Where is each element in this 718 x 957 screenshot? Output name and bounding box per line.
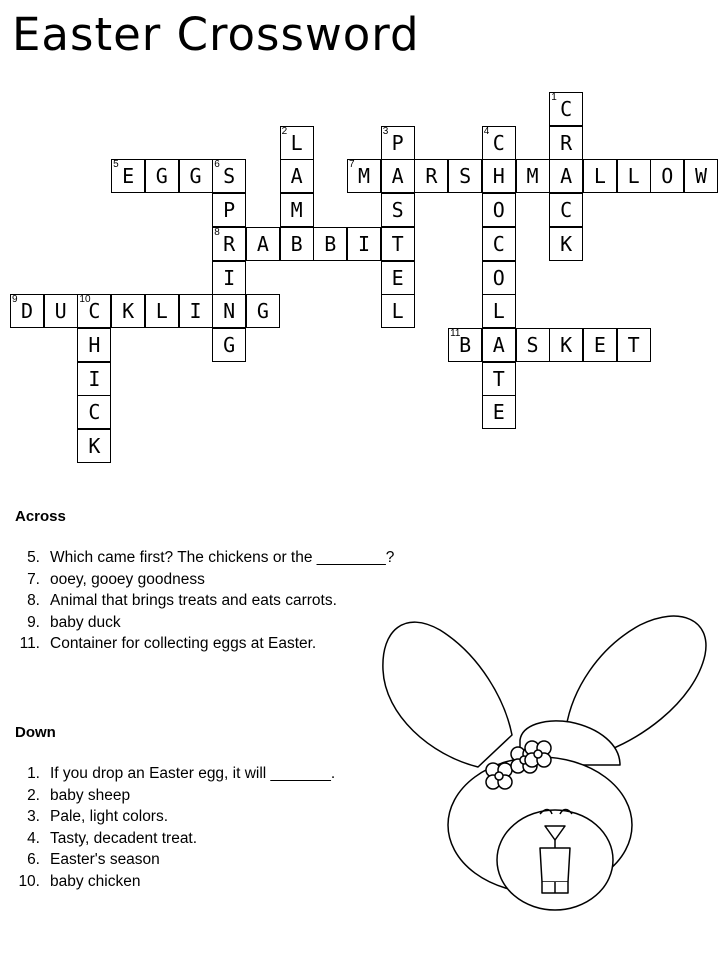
clue-item-text: baby duck (50, 613, 121, 631)
cell-letter: G (155, 164, 168, 189)
cell-letter: L (627, 164, 640, 189)
bunny-flower-left (486, 763, 512, 789)
cell-letter: S (391, 198, 404, 223)
cell-letter: E (492, 400, 505, 425)
page-title: Easter Crossword (12, 8, 420, 61)
cell-letter: A (560, 164, 573, 189)
cell-letter: D (20, 299, 34, 324)
clue-item-number: 10. (18, 872, 40, 890)
bunny-flower-right (525, 741, 551, 767)
bunny-teeth (542, 882, 568, 893)
clue-item-text: baby sheep (50, 786, 131, 804)
cell-letter: B (324, 231, 337, 256)
cell-letter: R (560, 130, 573, 155)
cell-letter: O (492, 265, 505, 290)
cell-letter: E (122, 164, 135, 189)
clue-item-text: Animal that brings treats and eats carrots. (50, 592, 337, 609)
clue-number: 8 (214, 226, 220, 238)
cell-letter: T (627, 332, 640, 357)
clue-item-text: baby chicken (50, 872, 141, 890)
clue-item-number: 3. (27, 808, 40, 825)
across-heading: Across (15, 508, 66, 525)
clue-item-number: 2. (27, 786, 40, 804)
clue-item-number: 8. (27, 592, 40, 609)
cell-letter: A (256, 231, 269, 256)
cell-letter: T (391, 231, 404, 256)
cell-letter: S (223, 164, 236, 189)
cell-letter: K (88, 434, 101, 458)
clue-number: 1 (551, 92, 557, 103)
cell-letter: G (189, 164, 202, 189)
clue-item-number: 5. (27, 549, 40, 566)
clue-number: 6 (214, 159, 220, 171)
bunny-left-ear (383, 622, 512, 767)
cell-letter: S (459, 164, 472, 189)
cell-letter: C (88, 400, 101, 425)
cell-letter: O (661, 164, 674, 189)
cell-letter: K (560, 231, 573, 256)
clue-item-text: Easter's season (50, 851, 160, 868)
clue-number: 10 (79, 294, 91, 306)
clue-number: 5 (113, 159, 119, 171)
cell-letter: I (88, 366, 101, 391)
cell-letter: A (492, 332, 505, 357)
clue-number: 9 (12, 294, 18, 306)
cell-letter: E (593, 332, 606, 357)
cell-letter: L (492, 299, 505, 324)
cell-letter: C (492, 231, 505, 256)
clue-number: 3 (382, 125, 389, 137)
clue-number: 4 (483, 125, 490, 137)
cell-letter: R (425, 164, 438, 189)
cell-letter: O (492, 198, 505, 223)
cell-letter: M (290, 198, 303, 223)
cell-letter: M (357, 164, 371, 189)
cell-letter: G (223, 332, 236, 357)
clue-item-text: Which came first? The chickens or the ________? (50, 549, 395, 566)
cell-letter: P (391, 130, 404, 155)
cell-letter: E (391, 265, 404, 290)
cell-letter: H (492, 164, 505, 189)
cell-letter: G (256, 299, 269, 324)
cell-letter: U (54, 299, 67, 324)
cell-letter: I (223, 265, 236, 290)
cell-letter: C (492, 130, 505, 155)
cell-letter: S (526, 332, 539, 357)
clue-item-text: Container for collecting eggs at Easter. (50, 635, 317, 652)
clue-item-number: 11. (19, 635, 40, 652)
cell-letter: N (223, 299, 236, 324)
cell-letter: K (560, 332, 573, 357)
clue-item-number: 4. (27, 829, 40, 847)
cell-letter: A (290, 164, 303, 189)
cell-letter: H (88, 332, 101, 357)
cell-letter: R (223, 231, 236, 256)
cell-letter: L (290, 130, 303, 155)
cell-letter: K (122, 299, 135, 324)
cell-letter: P (223, 198, 236, 223)
clue-item-text: Tasty, decadent treat. (50, 829, 198, 847)
cell-letter: M (526, 164, 539, 189)
cell-letter: L (391, 299, 404, 324)
clue-item-text: If you drop an Easter egg, it will _______. (50, 765, 336, 782)
cell-letter: B (459, 332, 472, 357)
clue-number: 7 (349, 159, 355, 171)
clue-number: 11 (450, 327, 461, 339)
cell-letter: B (290, 231, 303, 256)
clue-item-number: 6. (27, 851, 40, 868)
cell-letter: L (155, 299, 168, 324)
down-heading: Down (15, 724, 56, 741)
clue-item-number: 1. (27, 765, 40, 782)
cell-letter: A (391, 164, 404, 189)
clue-number: 2 (281, 125, 288, 137)
clue-item-number: 7. (27, 570, 40, 588)
cell-letter: I (189, 299, 202, 324)
cell-letter: C (560, 97, 573, 121)
clue-item-text: Pale, light colors. (50, 808, 169, 825)
cell-letter: W (694, 164, 708, 189)
cell-letter: I (357, 231, 371, 256)
cell-letter: C (560, 198, 573, 223)
clue-item-number: 9. (27, 613, 40, 631)
cell-letter: C (88, 299, 101, 324)
cell-letter: T (492, 366, 505, 391)
clue-item-text: ooey, gooey goodness (50, 570, 205, 588)
cell-letter: L (593, 164, 606, 189)
